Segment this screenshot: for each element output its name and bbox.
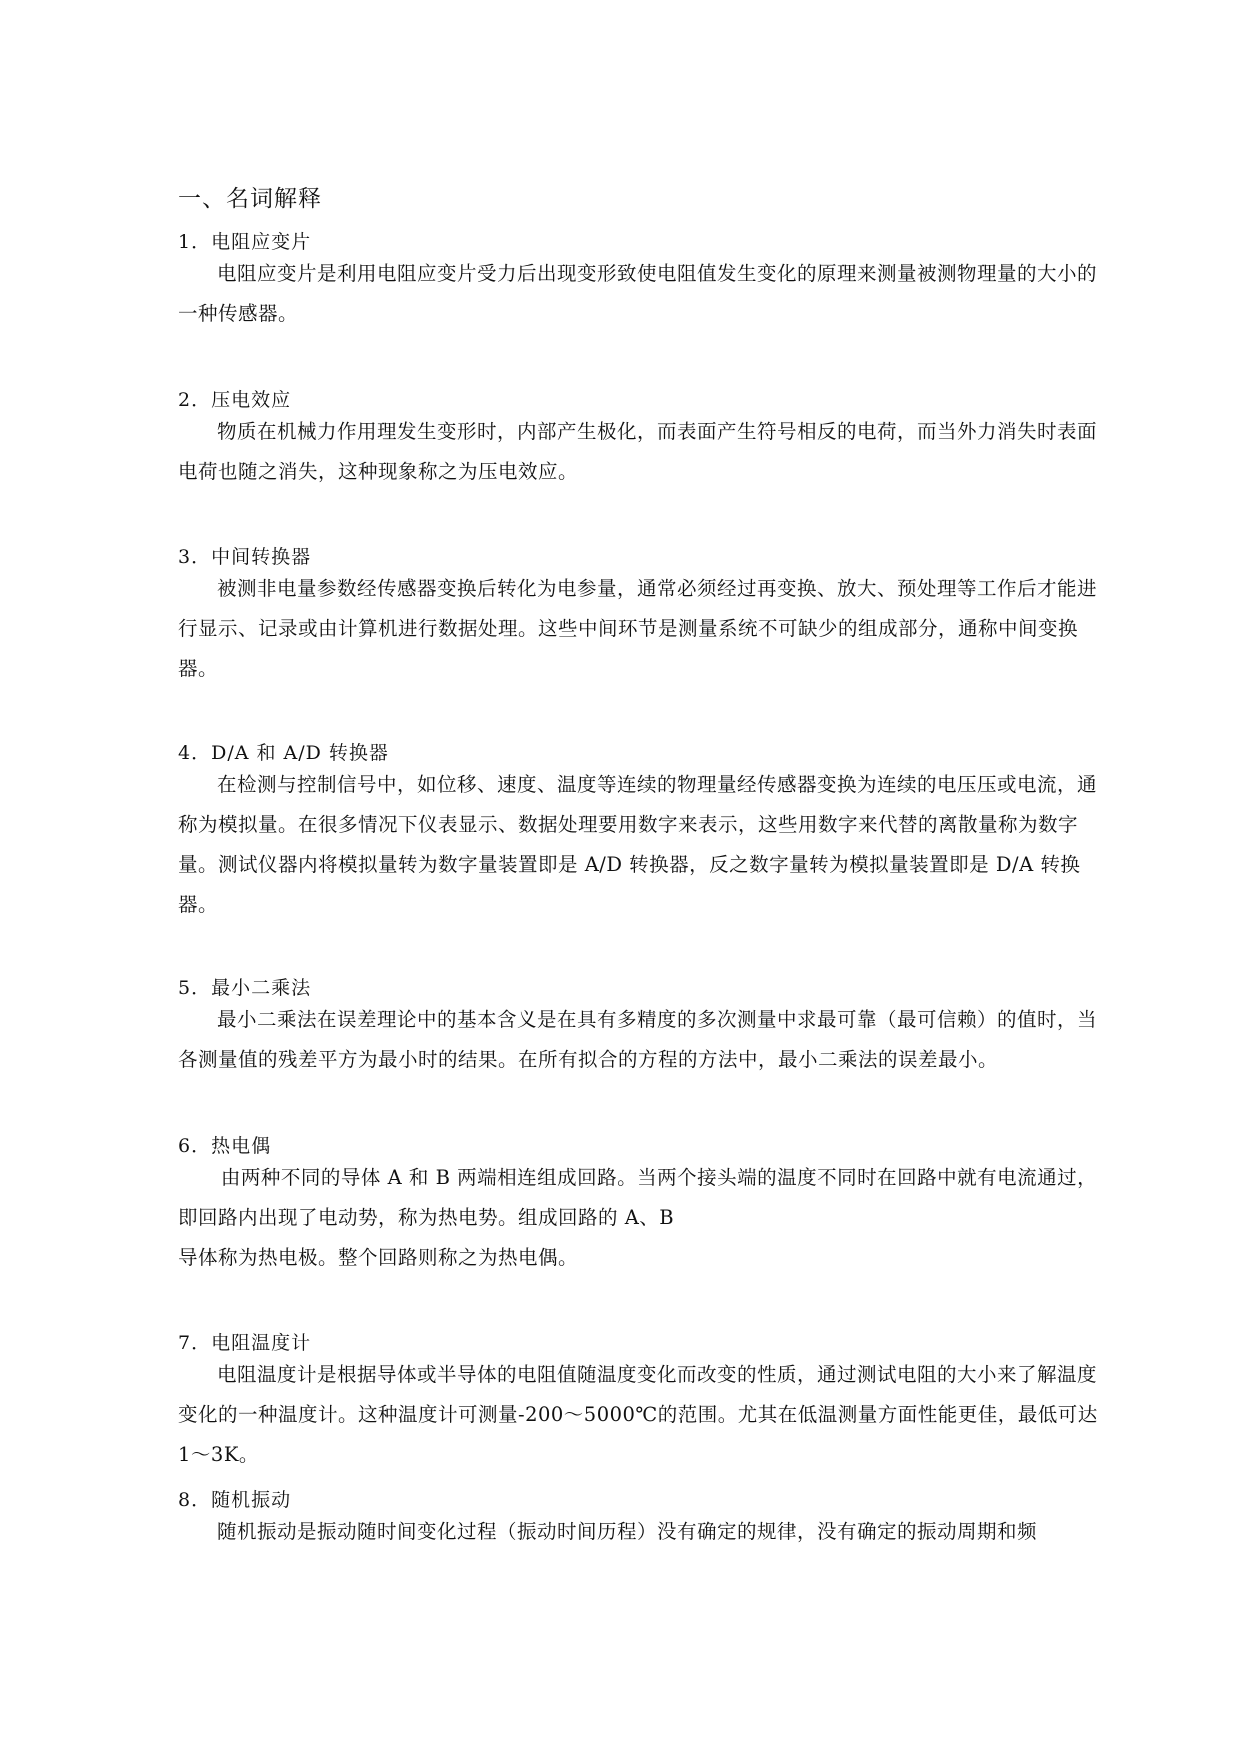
term-heading-8: 8．随机振动 bbox=[178, 1489, 292, 1511]
paragraph-continuation: 导体称为热电极。整个回路则称之为热电偶。 bbox=[178, 1246, 579, 1269]
paragraph: 在检测与控制信号中，如位移、速度、温度等连续的物理量经传感器变换为连续的电压压或电流，通称为模拟量。在很多情况下仪表显示、数据处理要用数字来表示，这些用数字来代替的离散量称为数字量。测试仪器内将模拟量转为数字量装置即是 A/D 转换器，反之数字量转为模拟量装置即是 D/A 转换器。 bbox=[178, 773, 1098, 916]
paragraph: 被测非电量参数经传感器变换后转化为电参量，通常必须经过再变换、放大、预处理等工作后才能进行显示、记录或由计算机进行数据处理。这些中间环节是测量系统不可缺少的组成部分，通称中间变换器。 bbox=[178, 577, 1098, 680]
term-heading-6: 6．热电偶 bbox=[178, 1135, 272, 1157]
term-body-7 bbox=[178, 1355, 1115, 1475]
term-heading-4: 4．D/A 和 A/D 转换器 bbox=[178, 742, 389, 764]
term-body-6 bbox=[178, 1158, 1115, 1278]
paragraph: 随机振动是振动随时间变化过程（振动时间历程）没有确定的规律，没有确定的振动周期和频 bbox=[217, 1520, 1038, 1543]
term-body-2 bbox=[178, 412, 1115, 492]
term-heading-2: 2．压电效应 bbox=[178, 389, 292, 411]
paragraph: 最小二乘法在误差理论中的基本含义是在具有多精度的多次测量中求最可靠（最可信赖）的值时，当各测量值的残差平方为最小时的结果。在所有拟合的方程的方法中，最小二乘法的误差最小。 bbox=[178, 1008, 1098, 1071]
paragraph: 电阻温度计是根据导体或半导体的电阻值随温度变化而改变的性质，通过测试电阻的大小来了解温度变化的一种温度计。这种温度计可测量-200～5000℃的范围。尤其在低温测量方面性能更佳，最低可达 1～3K。 bbox=[178, 1363, 1098, 1466]
term-heading-7: 7．电阻温度计 bbox=[178, 1332, 312, 1354]
term-body-4 bbox=[178, 765, 1115, 925]
term-heading-5: 5．最小二乘法 bbox=[178, 977, 312, 999]
paragraph: 由两种不同的导体 A 和 B 两端相连组成回路。当两个接头端的温度不同时在回路中就有电流通过，即回路内出现了电动势，称为热电势。组成回路的 A、B bbox=[178, 1166, 1098, 1229]
term-body-1 bbox=[178, 254, 1115, 334]
paragraph: 电阻应变片是利用电阻应变片受力后出现变形致使电阻值发生变化的原理来测量被测物理量的大小的一种传感器。 bbox=[178, 262, 1098, 325]
term-body-5 bbox=[178, 1000, 1115, 1080]
term-body-8 bbox=[178, 1512, 1115, 1552]
section-title: 一、名词解释 bbox=[178, 186, 322, 212]
term-body-3 bbox=[178, 569, 1115, 689]
paragraph: 物质在机械力作用理发生变形时，内部产生极化，而表面产生符号相反的电荷，而当外力消失时表面电荷也随之消失，这种现象称之为压电效应。 bbox=[178, 420, 1098, 483]
term-heading-1: 1．电阻应变片 bbox=[178, 231, 312, 253]
term-heading-3: 3．中间转换器 bbox=[178, 546, 312, 568]
